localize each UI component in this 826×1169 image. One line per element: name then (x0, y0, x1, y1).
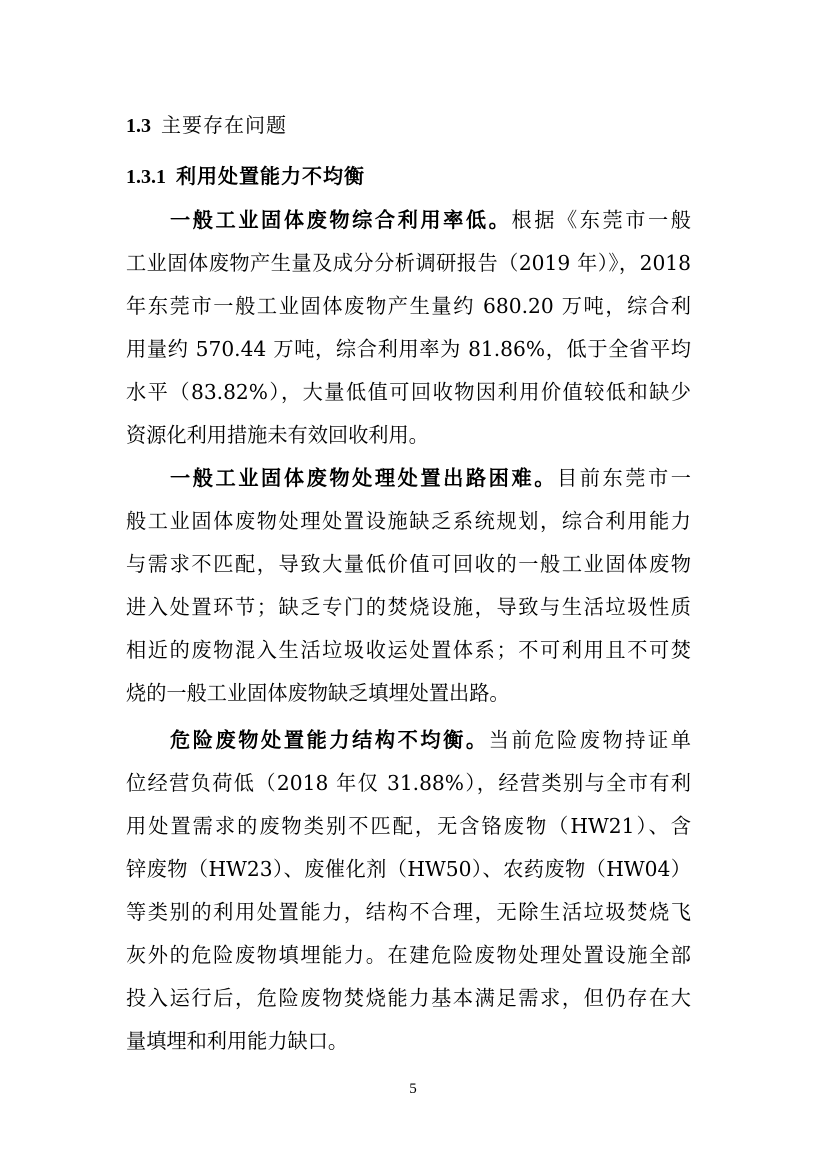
paragraph-line: 用处置需求的废物类别不匹配，无含铬废物（HW21）、含 (126, 814, 691, 838)
paragraph-line: 水平（83.82%），大量低值可回收物因利用价值较低和缺少 (126, 380, 691, 404)
paragraph-lead: 一般工业固体废物处理处置出路困难。 (170, 466, 557, 490)
paragraph-line: 锌废物（HW23）、废催化剂（HW50）、农药废物（HW04） (126, 857, 691, 881)
line-text: 目前东莞市一 (556, 466, 691, 490)
paragraph-line (170, 459, 691, 497)
subsection-heading (126, 162, 365, 191)
paragraph-line: 投入运行后，危险废物焚烧能力基本满足需求，但仍存在大 (126, 986, 691, 1010)
page-number: 5 (409, 1081, 417, 1097)
paragraph-line: 与需求不匹配，导致大量低价值可回收的一般工业固体废物 (126, 552, 691, 576)
section-heading (126, 111, 287, 140)
subsection-number: 1.3.1 (126, 166, 166, 188)
line-text: 当前危险废物持证单 (488, 728, 691, 752)
paragraph-line: 等类别的利用处置能力，结构不合理，无除生活垃圾焚烧飞 (126, 900, 691, 924)
paragraph-lead: 一般工业固体废物综合利用率低。 (170, 208, 512, 232)
paragraph-line (170, 721, 691, 759)
paragraph-line: 用量约 570.44 万吨，综合利用率为 81.86%，低于全省平均 (126, 337, 691, 361)
paragraph-lead: 危险废物处置能力结构不均衡。 (170, 728, 489, 752)
section-title: 主要存在问题 (161, 113, 287, 137)
paragraph-line: 位经营负荷低（2018 年仅 31.88%），经营类别与全市有利 (126, 771, 691, 795)
paragraph-line: 烧的一般工业固体废物缺乏填埋处置出路。 (126, 681, 510, 705)
paragraph-line: 进入处置环节；缺乏专门的焚烧设施，导致与生活垃圾性质 (126, 595, 691, 619)
paragraph-line: 般工业固体废物处理处置设施缺乏系统规划，综合利用能力 (126, 509, 691, 533)
line-text: 根据《东莞市一般 (511, 208, 691, 232)
paragraph-line: 工业固体废物产生量及成分分析调研报告（2019 年）》，2018 (126, 251, 691, 275)
section-number: 1.3 (126, 115, 151, 137)
paragraph-line: 资源化利用措施未有效回收利用。 (126, 423, 429, 447)
paragraph-line (170, 201, 691, 239)
paragraph-line: 灰外的危险废物填埋能力。在建危险废物处理处置设施全部 (126, 943, 691, 967)
paragraph-line: 年东莞市一般工业固体废物产生量约 680.20 万吨，综合利 (126, 294, 691, 318)
paragraph-line: 量填埋和利用能力缺口。 (126, 1029, 349, 1053)
subsection-title: 利用处置能力不均衡 (176, 164, 365, 188)
paragraph-line: 相近的废物混入生活垃圾收运处置体系；不可利用且不可焚 (126, 638, 691, 662)
